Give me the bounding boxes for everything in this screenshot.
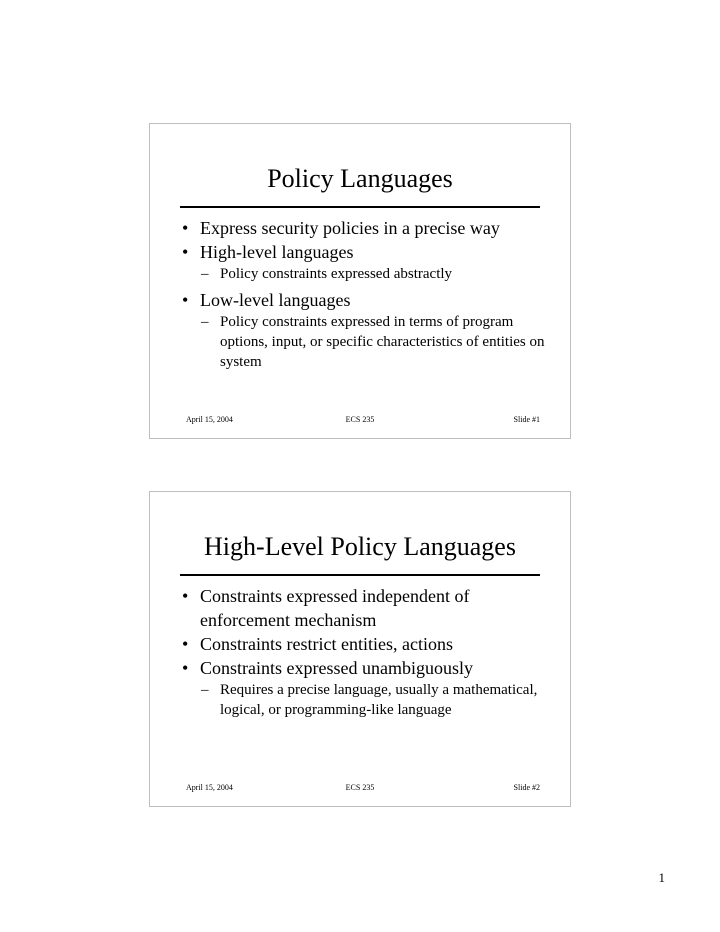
footer-course: ECS 235 [345,783,375,792]
bullet-item [182,632,550,656]
bullet-list [182,216,550,376]
sub-bullet-marker: – [201,682,209,698]
title-divider [180,206,540,208]
bullet-item [182,584,550,632]
sub-bullet-marker: – [201,266,209,282]
footer-date: April 15, 2004 [186,415,233,424]
sub-bullet-text: Requires a precise language, usually a mathematical, logical, or programming-like language [220,682,538,718]
bullet-item [182,216,550,240]
bullet-marker: • [182,634,189,654]
bullet-marker: • [182,290,189,310]
slide-title: Policy Languages [267,164,453,193]
bullet-text: Low-level languages [200,290,351,310]
footer-slide-number: Slide #2 [513,783,540,792]
bullet-text: Constraints expressed unambiguously [200,658,473,678]
sub-bullet-marker: – [201,314,209,330]
bullet-text: Constraints restrict entities, actions [200,634,453,654]
page-number: 1 [658,870,665,885]
bullet-marker: • [182,586,189,606]
bullet-item [182,656,550,680]
bullet-text: Constraints expressed independent of enforcement mechanism [200,586,470,630]
slide-1 [149,123,571,439]
bullet-text: High-level languages [200,242,354,262]
slide-title: High-Level Policy Languages [204,532,516,561]
sub-bullet-item [182,312,550,372]
bullet-item [182,240,550,264]
sub-bullet-item [182,264,550,284]
bullet-item [182,288,550,312]
sub-bullet-text: Policy constraints expressed in terms of program options, input, or specific characteristics of entities on system [220,314,545,370]
bullet-marker: • [182,658,189,678]
title-divider [180,574,540,576]
footer-slide-number: Slide #1 [513,415,540,424]
slide-2 [149,491,571,807]
sub-bullet-item [182,680,550,720]
bullet-marker: • [182,218,189,238]
footer-date: April 15, 2004 [186,783,233,792]
footer-course: ECS 235 [345,415,375,424]
bullet-marker: • [182,242,189,262]
sub-bullet-text: Policy constraints expressed abstractly [220,266,453,282]
bullet-list [182,584,550,724]
bullet-text: Express security policies in a precise way [200,218,500,238]
